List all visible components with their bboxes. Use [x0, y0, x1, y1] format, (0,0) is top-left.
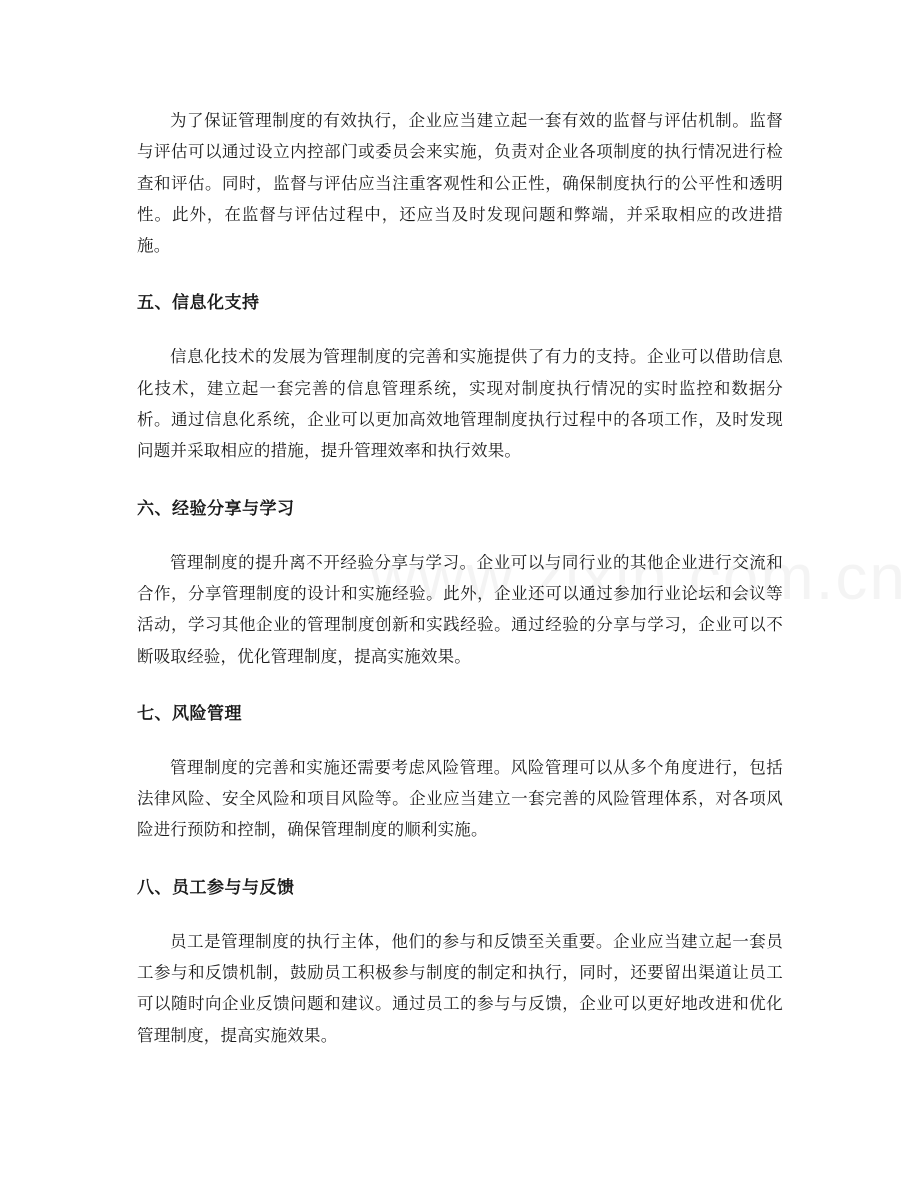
heading-informatization: 五、信息化支持: [137, 293, 260, 314]
paragraph-informatization: 信息化技术的发展为管理制度的完善和实施提供了有力的支持。企业可以借助信息化技术，建立起一套完善的信息管理系统，实现对制度执行情况的实时监控和数据分析。通过信息化系统，企业可以更加高效地管理制度执行过程中的各项工作，及时发现问题并采取相应的措施，提升管理效率和执行效果。: [137, 347, 783, 461]
paragraph-supervision: 为了保证管理制度的有效执行，企业应当建立起一套有效的监督与评估机制。监督与评估可以通过设立内控部门或委员会来实施，负责对企业各项制度的执行情况进行检查和评估。同时，监督与评估应当注重客观性和公正性，确保制度执行的公平性和透明性。此外，在监督与评估过程中，还应当及时发现问题和弊端，并采取相应的改进措施。: [137, 111, 783, 256]
document-body: [137, 105, 783, 1051]
heading-experience-sharing: 六、经验分享与学习: [137, 498, 295, 519]
heading-risk-management: 七、风险管理: [137, 703, 242, 724]
paragraph-risk-management: 管理制度的完善和实施还需要考虑风险管理。风险管理可以从多个角度进行，包括法律风险、安全风险和项目风险等。企业应当建立一套完善的风险管理体系，对各项风险进行预防和控制，确保管理制度的顺利实施。: [137, 757, 783, 840]
paragraph-employee-feedback: 员工是管理制度的执行主体，他们的参与和反馈至关重要。企业应当建立起一套员工参与和反馈机制，鼓励员工积极参与制度的制定和执行，同时，还要留出渠道让员工可以随时向企业反馈问题和建议。通过员工的参与与反馈，企业可以更好地改进和优化管理制度，提高实施效果。: [137, 931, 783, 1045]
heading-employee-feedback: 八、员工参与与反馈: [137, 877, 295, 898]
paragraph-experience-sharing: 管理制度的提升离不开经验分享与学习。企业可以与同行业的其他企业进行交流和合作，分享管理制度的设计和实施经验。此外，企业还可以通过参加行业论坛和会议等活动，学习其他企业的管理制度创新和实践经验。通过经验的分享与学习，企业可以不断吸取经验，优化管理制度，提高实施效果。: [137, 552, 783, 666]
